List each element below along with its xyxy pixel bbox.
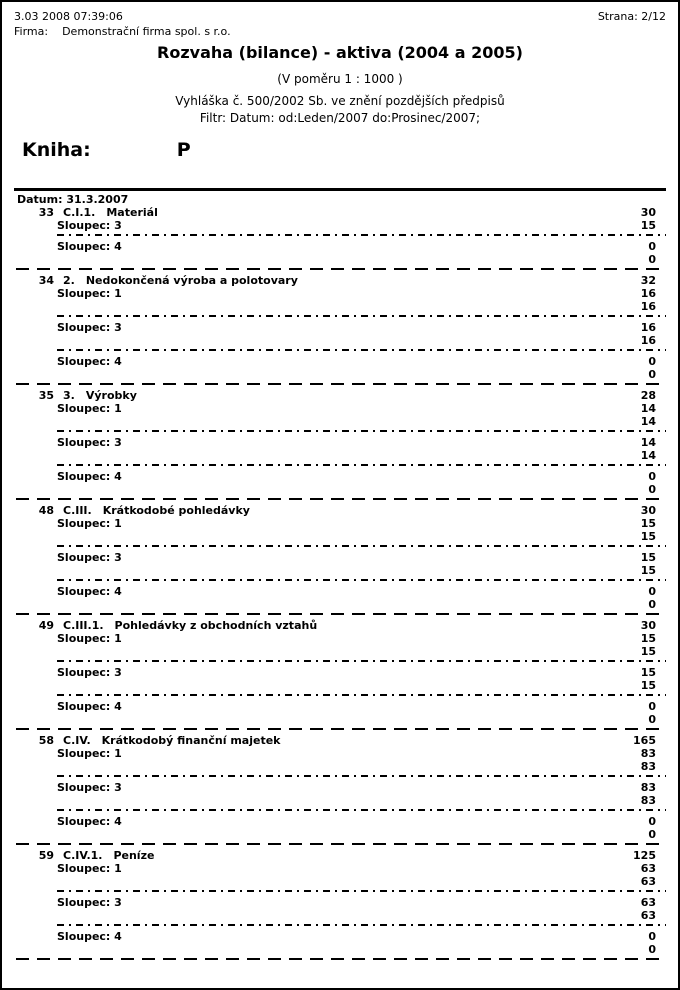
report-section <box>14 734 666 845</box>
sloupec-label: Sloupec: 4 <box>57 700 122 713</box>
section-title-row <box>14 206 666 219</box>
row-code: C.I.1. <box>63 206 96 219</box>
sloupec-row <box>14 862 666 875</box>
report-section <box>14 849 666 960</box>
sloupec-value: 83 <box>640 760 656 773</box>
sloupec-second-value-row <box>14 253 666 266</box>
sloupec-value: 15 <box>640 632 656 645</box>
sloupec-second-value-row <box>14 713 666 726</box>
sloupec-label: Sloupec: 4 <box>57 355 122 368</box>
row-code: 3. <box>63 389 75 402</box>
sloupec-value: 0 <box>648 585 656 598</box>
section-title-row <box>14 504 666 517</box>
row-number: 49 <box>38 619 54 632</box>
section-separator <box>16 728 666 730</box>
sloupec-value: 15 <box>640 679 656 692</box>
sloupec-value: 16 <box>640 300 656 313</box>
sloupec-value: 16 <box>640 287 656 300</box>
sloupec-value: 0 <box>648 713 656 726</box>
header-top-row <box>14 10 666 23</box>
dash-dot-divider <box>57 775 666 777</box>
sloupec-value: 0 <box>648 598 656 611</box>
sloupec-second-value-row <box>14 530 666 543</box>
sloupec-label: Sloupec: 3 <box>57 321 122 334</box>
sloupec-label: Sloupec: 3 <box>57 436 122 449</box>
sloupec-value: 15 <box>640 551 656 564</box>
section-separator <box>16 613 666 615</box>
sloupec-second-value-row <box>14 449 666 462</box>
dash-dot-divider <box>57 464 666 466</box>
firma-value: Demonstrační firma spol. s r.o. <box>62 25 231 38</box>
dash-dot-divider <box>57 579 666 581</box>
sloupec-value: 83 <box>640 747 656 760</box>
sloupec-second-value-row <box>14 598 666 611</box>
sloupec-value: 0 <box>648 815 656 828</box>
sloupec-row <box>14 240 666 253</box>
section-separator <box>16 958 666 960</box>
sloupec-value: 0 <box>648 483 656 496</box>
sloupec-value: 16 <box>640 334 656 347</box>
sections-container <box>14 206 666 960</box>
print-datetime: 3.03 2008 07:39:06 <box>14 10 123 23</box>
row-number: 58 <box>38 734 54 747</box>
section-title-row <box>14 849 666 862</box>
law-note: Vyhláška č. 500/2002 Sb. ve znění pozdějších předpisů <box>175 94 505 108</box>
sloupec-label: Sloupec: 3 <box>57 666 122 679</box>
row-number: 34 <box>38 274 54 287</box>
sloupec-label: Sloupec: 4 <box>57 930 122 943</box>
row-name: Nedokončená výroba a polotovary <box>85 274 298 287</box>
sloupec-value: 16 <box>640 321 656 334</box>
sloupec-value: 14 <box>640 449 656 462</box>
sloupec-value: 15 <box>640 666 656 679</box>
sloupec-second-value-row <box>14 794 666 807</box>
row-name: Výrobky <box>85 389 137 402</box>
sloupec-row <box>14 287 666 300</box>
section-title-row <box>14 274 666 287</box>
dash-dot-divider <box>57 545 666 547</box>
sloupec-value: 83 <box>640 781 656 794</box>
dash-dot-divider <box>57 315 666 317</box>
sloupec-second-value-row <box>14 645 666 658</box>
sloupec-row <box>14 517 666 530</box>
section-separator <box>16 268 666 270</box>
report-section <box>14 206 666 270</box>
row-name: Pohledávky z obchodních vztahů <box>114 619 318 632</box>
row-total-value: 30 <box>640 619 656 632</box>
sloupec-row <box>14 470 666 483</box>
sloupec-row <box>14 585 666 598</box>
row-code: C.III. <box>63 504 92 517</box>
sloupec-row <box>14 781 666 794</box>
sloupec-value: 0 <box>648 943 656 956</box>
sloupec-second-value-row <box>14 368 666 381</box>
report-title: Rozvaha (bilance) - aktiva (2004 a 2005) <box>157 43 523 62</box>
sloupec-row <box>14 815 666 828</box>
sloupec-value: 63 <box>640 875 656 888</box>
sloupec-second-value-row <box>14 875 666 888</box>
dash-dot-divider <box>57 660 666 662</box>
sloupec-value: 15 <box>640 645 656 658</box>
sloupec-value: 63 <box>640 909 656 922</box>
page-number: Strana: 2/12 <box>597 10 666 23</box>
sloupec-label: Sloupec: 1 <box>57 632 122 645</box>
row-number: 59 <box>38 849 54 862</box>
dash-dot-divider <box>57 234 666 236</box>
sloupec-value: 14 <box>640 415 656 428</box>
report-section <box>14 389 666 500</box>
sloupec-row <box>14 930 666 943</box>
sloupec-row <box>14 747 666 760</box>
sloupec-row <box>14 219 666 232</box>
row-name: Materiál <box>106 206 158 219</box>
sloupec-label: Sloupec: 4 <box>57 585 122 598</box>
firma-label: Firma: <box>14 25 49 38</box>
sloupec-value: 15 <box>640 530 656 543</box>
sloupec-row <box>14 632 666 645</box>
sloupec-row <box>14 896 666 909</box>
sloupec-row <box>14 321 666 334</box>
sloupec-value: 14 <box>640 402 656 415</box>
sloupec-label: Sloupec: 1 <box>57 287 122 300</box>
sloupec-label: Sloupec: 1 <box>57 517 122 530</box>
row-code: C.IV. <box>63 734 91 747</box>
row-code: C.IV.1. <box>63 849 103 862</box>
sloupec-second-value-row <box>14 564 666 577</box>
row-total-value: 28 <box>640 389 656 402</box>
sloupec-row <box>14 666 666 679</box>
sloupec-value: 63 <box>640 862 656 875</box>
section-title-row <box>14 619 666 632</box>
sloupec-row <box>14 436 666 449</box>
section-separator <box>16 383 666 385</box>
sloupec-row <box>14 355 666 368</box>
header-rule <box>14 188 666 191</box>
sloupec-value: 0 <box>648 355 656 368</box>
sloupec-value: 0 <box>648 700 656 713</box>
sloupec-second-value-row <box>14 760 666 773</box>
sloupec-second-value-row <box>14 828 666 841</box>
row-name: Krátkodobý finanční majetek <box>101 734 281 747</box>
sloupec-label: Sloupec: 1 <box>57 747 122 760</box>
sloupec-value: 15 <box>640 564 656 577</box>
row-total-value: 32 <box>640 274 656 287</box>
sloupec-label: Sloupec: 3 <box>57 551 122 564</box>
row-code: 2. <box>63 274 75 287</box>
kniha-value: P <box>176 139 191 161</box>
row-name: Peníze <box>113 849 155 862</box>
dash-dot-divider <box>57 349 666 351</box>
report-section <box>14 619 666 730</box>
sloupec-second-value-row <box>14 943 666 956</box>
sloupec-second-value-row <box>14 679 666 692</box>
row-total-value: 125 <box>633 849 656 862</box>
sloupec-row <box>14 402 666 415</box>
dash-dot-divider <box>57 890 666 892</box>
sloupec-label: Sloupec: 3 <box>57 219 122 232</box>
sloupec-label: Sloupec: 1 <box>57 862 122 875</box>
sloupec-second-value-row <box>14 300 666 313</box>
sloupec-value: 15 <box>640 517 656 530</box>
sloupec-label: Sloupec: 4 <box>57 470 122 483</box>
sloupec-value: 0 <box>648 253 656 266</box>
dash-dot-divider <box>57 924 666 926</box>
kniha-label: Kniha: <box>22 139 91 161</box>
sloupec-row <box>14 551 666 564</box>
row-name: Krátkodobé pohledávky <box>102 504 250 517</box>
row-number: 35 <box>38 389 54 402</box>
dash-dot-divider <box>57 694 666 696</box>
section-separator <box>16 843 666 845</box>
row-number: 33 <box>38 206 54 219</box>
sloupec-label: Sloupec: 4 <box>57 240 122 253</box>
sloupec-value: 0 <box>648 368 656 381</box>
sloupec-label: Sloupec: 3 <box>57 896 122 909</box>
section-separator <box>16 498 666 500</box>
sloupec-second-value-row <box>14 483 666 496</box>
filter-note: Filtr: Datum: od:Leden/2007 do:Prosinec/2007; <box>199 111 481 125</box>
sloupec-second-value-row <box>14 415 666 428</box>
dash-dot-divider <box>57 430 666 432</box>
sloupec-label: Sloupec: 3 <box>57 781 122 794</box>
sloupec-value: 0 <box>648 240 656 253</box>
dash-dot-divider <box>57 809 666 811</box>
header-firma-row <box>14 25 666 38</box>
row-total-value: 165 <box>633 734 656 747</box>
sloupec-label: Sloupec: 4 <box>57 815 122 828</box>
datum-group-label: Datum: 31.3.2007 <box>17 193 129 206</box>
section-title-row <box>14 734 666 747</box>
row-code: C.III.1. <box>63 619 104 632</box>
report-section <box>14 504 666 615</box>
report-section <box>14 274 666 385</box>
sloupec-value: 63 <box>640 896 656 909</box>
kniha-row <box>14 138 666 162</box>
sloupec-row <box>14 700 666 713</box>
sloupec-value: 0 <box>648 828 656 841</box>
sloupec-value: 14 <box>640 436 656 449</box>
sloupec-label: Sloupec: 1 <box>57 402 122 415</box>
row-total-value: 30 <box>640 504 656 517</box>
sloupec-value: 83 <box>640 794 656 807</box>
ratio-note: (V poměru 1 : 1000 ) <box>277 72 403 86</box>
sloupec-value: 0 <box>648 470 656 483</box>
sloupec-value: 15 <box>640 219 656 232</box>
row-total-value: 30 <box>640 206 656 219</box>
section-title-row <box>14 389 666 402</box>
sloupec-value: 0 <box>648 930 656 943</box>
row-number: 48 <box>38 504 54 517</box>
sloupec-second-value-row <box>14 909 666 922</box>
sloupec-second-value-row <box>14 334 666 347</box>
